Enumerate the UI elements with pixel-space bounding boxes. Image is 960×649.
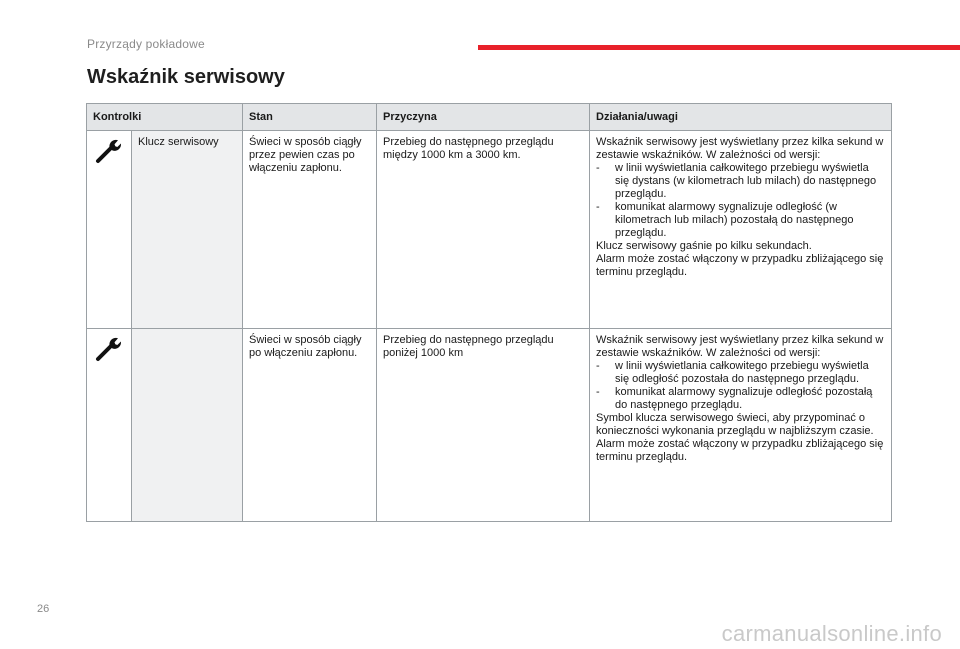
page-title: Wskaźnik serwisowy [87,66,285,88]
action-note: Alarm może zostać włączony w przypadku zbliżającego się terminu przeglądu. [596,438,884,463]
wrench-icon [93,355,123,367]
column-header-stan: Stan [243,104,377,131]
action-list-item: - w linii wyświetlania całkowitego przebiegu wyświetla się dystans (w kilometrach lub milach) do następnego przeglądu. [596,162,885,201]
action-note: Alarm może zostać włączony w przypadku zbliżającego się terminu przeglądu. [596,253,884,278]
indicator-icon-cell [87,329,132,522]
action-note: Symbol klucza serwisowego świeci, aby przypominać o konieczności wykonania przeglądu w najbliższym czasie. [596,412,874,437]
action-list-item: - w linii wyświetlania całkowitego przebiegu wyświetla się odległość pozostała do następnego przeglądu. [596,360,885,386]
action-intro: Wskaźnik serwisowy jest wyświetlany przez kilka sekund w zestawie wskaźników. W zależności od wersji: [596,334,884,359]
action-list-item-text: w linii wyświetlania całkowitego przebiegu wyświetla się dystans (w kilometrach lub milach) do następnego przeglądu. [615,162,877,200]
action-list-item-text: komunikat alarmowy sygnalizuje odległość pozostałą do następnego przeglądu. [615,386,873,411]
action-list-item: - komunikat alarmowy sygnalizuje odległość (w kilometrach lub milach) pozostałą do następnego przeglądu. [596,201,885,240]
action-cell [590,131,892,329]
state-cell: Świeci w sposób ciągły po włączeniu zapłonu. [243,329,377,522]
action-list-item-text: komunikat alarmowy sygnalizuje odległość (w kilometrach lub milach) pozostałą do następnego przeglądu. [615,201,854,239]
section-header: Przyrządy pokładowe [87,37,205,51]
indicator-icon-cell [87,131,132,329]
wrench-icon [93,157,123,169]
table-row [87,131,892,329]
indicator-name: Klucz serwisowy [132,131,243,329]
column-header-przyczyna: Przyczyna [377,104,590,131]
watermark[interactable]: carmanualsonline.info [721,621,942,646]
column-header-dzialania: Działania/uwagi [590,104,892,131]
cause-cell: Przebieg do następnego przeglądu poniżej 1000 km [377,329,590,522]
action-list-item-text: w linii wyświetlania całkowitego przebiegu wyświetla się odległość pozostała do następnego przeglądu. [615,360,869,385]
action-list-item: - komunikat alarmowy sygnalizuje odległość pozostałą do następnego przeglądu. [596,386,885,412]
action-note: Klucz serwisowy gaśnie po kilku sekundach. [596,240,812,252]
table-row [87,329,892,522]
warning-lights-table [86,103,892,522]
page-number: 26 [37,603,50,615]
action-cell [590,329,892,522]
state-cell: Świeci w sposób ciągły przez pewien czas po włączeniu zapłonu. [243,131,377,329]
column-header-kontrolki: Kontrolki [87,104,243,131]
indicator-name [132,329,243,522]
action-intro: Wskaźnik serwisowy jest wyświetlany przez kilka sekund w zestawie wskaźników. W zależności od wersji: [596,136,884,161]
table-header-row [87,104,892,131]
header-accent-bar [478,45,960,50]
cause-cell: Przebieg do następnego przeglądu między 1000 km a 3000 km. [377,131,590,329]
